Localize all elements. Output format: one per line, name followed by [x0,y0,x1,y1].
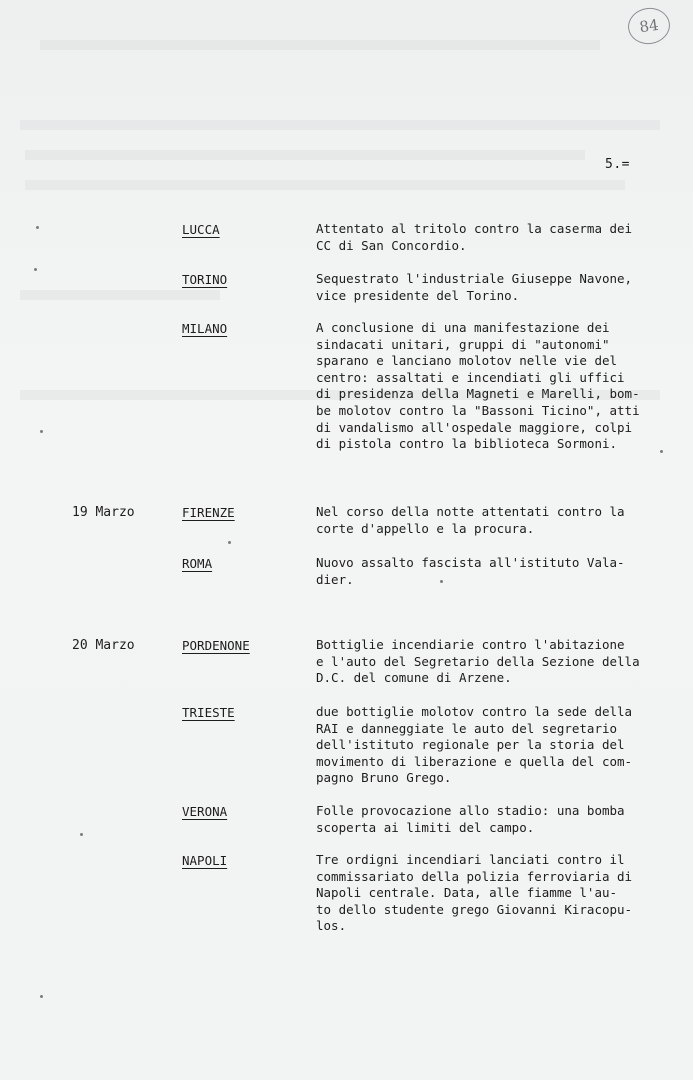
speck [40,995,43,998]
city-milano: MILANO [182,321,228,336]
city-napoli: NAPOLI [182,853,228,868]
bleed-through [20,290,220,300]
speck [80,833,83,836]
bleed-through [20,120,660,130]
entry-description: Sequestrato l'industriale Giuseppe Navone, vice presidente del Torino. [316,271,633,303]
city-verona: VERONA [182,804,228,819]
bleed-through [25,150,585,160]
page-number: 5.= [605,157,630,172]
city-trieste: TRIESTE [182,705,235,720]
speck [660,450,663,453]
entry-description: A conclusione di una manifestazione dei sindacati unitari, gruppi di "autonomi" sparano e lanciano molotov nelle vie del centro: assaltati e incendiati gli uffici di presidenza della Magneti e Marelli, bom- be molotov contro la "Bassoni Ticino", atti di vandalismo all'ospedale maggiore, colpi di pistola contro la biblioteca Sormoni. [316,320,640,452]
entry-date: 19 Marzo [72,505,135,520]
speck [40,430,43,433]
entry-description: Tre ordigni incendiari lanciati contro il commissariato della polizia ferroviaria di Napoli centrale. Data, alle fiamme l'au- to dello studente grego Giovanni Kiracopu- los. [316,852,633,934]
city-torino: TORINO [182,272,228,287]
city-lucca: LUCCA [182,222,220,237]
entry-description: Bottiglie incendiarie contro l'abitazione e l'auto del Segretario della Sezione della D.C. del comune di Arzene. [316,637,640,686]
city-pordenone: PORDENONE [182,638,250,653]
entry-date: 20 Marzo [72,638,135,653]
archive-stamp: 84 [626,5,673,46]
bleed-through [25,180,625,190]
entry-description: Attentato al tritolo contro la caserma dei CC di San Concordio. [316,221,633,253]
speck [34,268,37,271]
speck [228,541,231,544]
speck [440,580,443,583]
city-roma: ROMA [182,556,213,571]
bleed-through [40,40,600,50]
speck [36,226,39,229]
entry-description: Nuovo assalto fascista all'istituto Vala- dier. [316,555,625,587]
city-firenze: FIRENZE [182,505,235,520]
entry-description: Folle provocazione allo stadio: una bomba scoperta ai limiti del campo. [316,803,625,835]
entry-description: Nel corso della notte attentati contro la corte d'appello e la procura. [316,504,625,536]
entry-description: due bottiglie molotov contro la sede della RAI e danneggiate le auto del segretario dell'istituto regionale per la storia del movimento di liberazione e quella del com- pagno Bruno Grego. [316,704,633,786]
